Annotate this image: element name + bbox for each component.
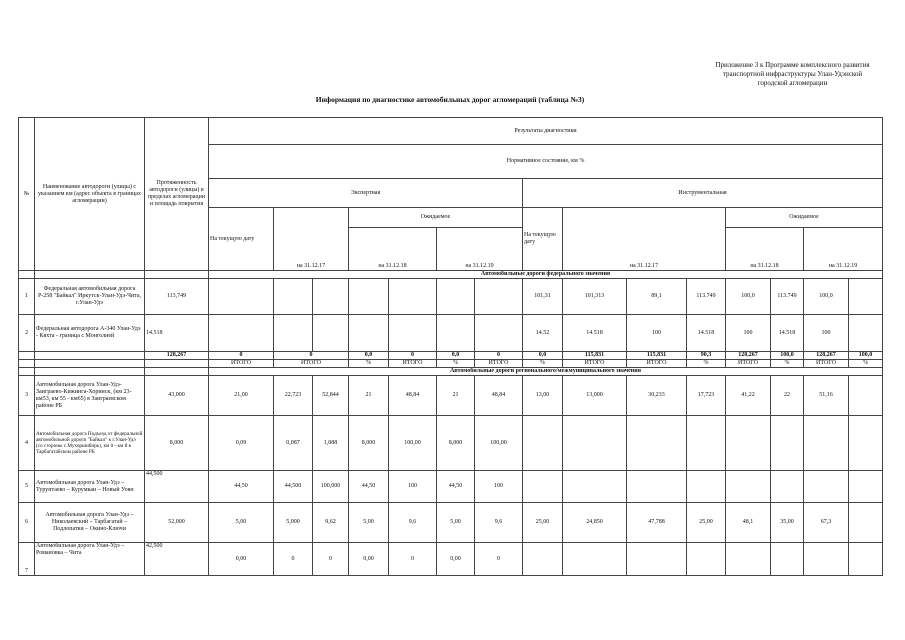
table-cell: 5,000 [274, 503, 313, 543]
table-cell [209, 279, 274, 315]
total-cell: 0,0 [523, 352, 563, 360]
label-cell: ИТОГО [209, 360, 274, 368]
label-cell: % [349, 360, 389, 368]
header-expert-date-2: на 31.12.18 [349, 228, 437, 271]
header-length: Протяженность автодороги (улицы) в пределах агломерации и площадь покрытия [145, 118, 209, 271]
appendix-note [690, 61, 895, 88]
appendix-line-3: городской агломерации [757, 79, 828, 87]
table-cell [313, 279, 349, 315]
table-cell: 47,788 [627, 503, 687, 543]
row-number: 4 [19, 416, 35, 471]
table-cell [523, 543, 563, 576]
label-cell: ИТОГО [389, 360, 437, 368]
row-length: 113,749 [145, 279, 209, 315]
table-cell [523, 471, 563, 503]
table-cell [804, 543, 849, 576]
table-cell: 9,6 [475, 503, 523, 543]
table-cell: 14.52 [523, 315, 563, 352]
table-cell: 100 [627, 315, 687, 352]
table-cell: 0 [313, 543, 349, 576]
row-number: 3 [19, 376, 35, 416]
table-cell [563, 471, 627, 503]
header-instr-date-2: на 31.12.18 [726, 228, 804, 271]
total-cell: 0 [209, 352, 274, 360]
table-cell: 0,00 [349, 543, 389, 576]
table-cell: 48,84 [475, 376, 523, 416]
table-cell [849, 315, 883, 352]
header-expert-current: На текущую дату [209, 208, 274, 271]
table-cell [804, 471, 849, 503]
table-cell: 0 [389, 543, 437, 576]
totals-row [19, 352, 883, 360]
header-instrumental: Инструментальная [523, 179, 883, 208]
header-instr-date-1: на 31.12.17 [563, 208, 726, 271]
table-cell: 44,500 [274, 471, 313, 503]
table-cell: 14.518 [687, 315, 726, 352]
table-cell: 100,000 [313, 471, 349, 503]
table-cell [389, 315, 437, 352]
table-cell: 113.749 [771, 279, 804, 315]
table-cell [475, 279, 523, 315]
table-cell [475, 315, 523, 352]
label-cell: % [437, 360, 475, 368]
table-cell: 0,00 [437, 543, 475, 576]
table-cell [726, 416, 771, 471]
table-cell: 8,000 [437, 416, 475, 471]
table-cell [627, 471, 687, 503]
table-cell [627, 416, 687, 471]
header-expert-date-1: на 31.12.17 [274, 208, 349, 271]
table-cell: 22,723 [274, 376, 313, 416]
table-cell: 5,00 [209, 503, 274, 543]
table-cell: 0,087 [274, 416, 313, 471]
table-cell: 100 [726, 315, 771, 352]
table-cell: 24,850 [563, 503, 627, 543]
table-cell: 100 [475, 471, 523, 503]
table-cell: 101,313 [563, 279, 627, 315]
header-expert-date-3: на 31.12.19 [437, 228, 523, 271]
table-cell [563, 416, 627, 471]
table-cell [849, 543, 883, 576]
table-cell [687, 471, 726, 503]
total-cell: 0,0 [349, 352, 389, 360]
row-road-name: Автомобильная дорога Улан-Удэ – Николаевский – Тарбагатай – Подлопатки – Окино-Ключи [35, 503, 145, 543]
header-instr-current: На текущую дату [523, 208, 563, 271]
table-cell: 5,00 [349, 503, 389, 543]
table-row [19, 416, 883, 471]
label-cell: % [687, 360, 726, 368]
total-cell: 0 [274, 352, 349, 360]
table-cell: 21 [437, 376, 475, 416]
total-cell: 128,267 [145, 352, 209, 360]
appendix-line-2: транспортной инфраструктуры Улан-Удэнской [722, 70, 863, 78]
table-cell: 52,844 [313, 376, 349, 416]
label-cell: ИТОГО [726, 360, 771, 368]
total-cell: 128,267 [726, 352, 771, 360]
table-cell [349, 279, 389, 315]
label-cell: ИТОГО [563, 360, 627, 368]
total-cell: 90,3 [687, 352, 726, 360]
row-length: 44,500 [145, 471, 209, 503]
total-cell: 100,0 [771, 352, 804, 360]
table-cell: 35,00 [771, 503, 804, 543]
table-cell [771, 543, 804, 576]
header-results: Результаты диагностики [209, 118, 883, 145]
table-cell [849, 503, 883, 543]
table-cell [437, 279, 475, 315]
row-number: 7 [19, 543, 35, 576]
row-length: 52,000 [145, 503, 209, 543]
table-cell [274, 279, 313, 315]
total-cell: 128,267 [804, 352, 849, 360]
table-cell: 44,50 [437, 471, 475, 503]
table-cell: 0,00 [209, 543, 274, 576]
table-cell [209, 315, 274, 352]
total-cell: 0 [475, 352, 523, 360]
table-cell: 100 [804, 315, 849, 352]
row-length: 8,000 [145, 416, 209, 471]
table-cell [349, 315, 389, 352]
table-row [19, 471, 883, 503]
table-row [19, 503, 883, 543]
row-number: 2 [19, 315, 35, 352]
table-cell: 17,723 [687, 376, 726, 416]
row-road-name: Автомобильная дорога Улан-Удэ – Турунтаево – Курумкан – Новый Уоян [35, 471, 145, 503]
table-row [19, 279, 883, 315]
row-number: 6 [19, 503, 35, 543]
table-cell: 8,000 [349, 416, 389, 471]
label-cell: ИТОГО [274, 360, 349, 368]
header-instr-expected: Ожидаемое [726, 208, 883, 228]
table-cell: 48,1 [726, 503, 771, 543]
row-length: 14.518 [145, 315, 209, 352]
table-cell [627, 543, 687, 576]
table-cell: 44,50 [209, 471, 274, 503]
row-number: 5 [19, 471, 35, 503]
total-cell: 115,831 [627, 352, 687, 360]
table-cell: 89,1 [627, 279, 687, 315]
row-road-name: Автомобильная дорога Улан-Удэ – Романовка – Чита [35, 543, 145, 576]
header-number: № [19, 118, 35, 271]
table-cell [389, 279, 437, 315]
table-cell: 25,00 [687, 503, 726, 543]
row-road-name: Федеральная автомобильная дорога Р-258 "Байкал" Иркутск-Улан-Удэ-Чита, г.Улан-Удэ [35, 279, 145, 315]
table-cell: 22 [771, 376, 804, 416]
header-instr-date-3: на 31.12.19 [804, 228, 883, 271]
table-cell: 100,0 [804, 279, 849, 315]
table-cell [687, 416, 726, 471]
label-cell: % [523, 360, 563, 368]
table-cell: 25,00 [523, 503, 563, 543]
header-expert: Экспертная [209, 179, 523, 208]
table-cell [687, 543, 726, 576]
row-road-name: Автомобильная дорога Подъезд от федеральной автомобильной дороги "Байкал" к г.Улан-Удэ (со стороны с.Мухоршибирь), км 0 - км 8 в Тарбагатайском районе РБ [35, 416, 145, 471]
table-cell: 67,3 [804, 503, 849, 543]
table-cell: 51,16 [804, 376, 849, 416]
table-cell: 13,00 [523, 376, 563, 416]
total-cell: 115,831 [563, 352, 627, 360]
labels-row [19, 360, 883, 368]
total-cell: 0,0 [437, 352, 475, 360]
table-cell [726, 543, 771, 576]
section-regional: Автомобильные дороги регионального/межмуниципального значения [209, 368, 883, 376]
row-length: 42,500 [145, 543, 209, 576]
table-cell: 1,088 [313, 416, 349, 471]
table-cell: 14.518 [563, 315, 627, 352]
table-cell [771, 416, 804, 471]
table-cell: 100,00 [389, 416, 437, 471]
table-cell: 9,6 [389, 503, 437, 543]
table-cell [804, 416, 849, 471]
appendix-line-1: Приложение 3 к Программе комплексного развития [715, 61, 870, 69]
table-cell: 0 [274, 543, 313, 576]
header-normative: Нормативное состояние, км % [209, 145, 883, 179]
table-cell: 21 [349, 376, 389, 416]
table-cell [849, 376, 883, 416]
label-cell: ИТОГО [804, 360, 849, 368]
table-cell: 5,00 [437, 503, 475, 543]
document-title: Информация по диагностике автомобильных дорог агломераций (таблица №3) [315, 95, 585, 104]
table-cell [726, 471, 771, 503]
table-cell [313, 315, 349, 352]
table-cell: 48,84 [389, 376, 437, 416]
total-cell: 0 [389, 352, 437, 360]
table-cell: 0,09 [209, 416, 274, 471]
table-cell [849, 279, 883, 315]
table-cell [849, 471, 883, 503]
header-road-name: Наименование автодороги (улицы) с указанием км (адрес объекта в границах агломерации) [35, 118, 145, 271]
table-cell: 113.749 [687, 279, 726, 315]
table-cell [274, 315, 313, 352]
table-cell: 100,0 [726, 279, 771, 315]
table-cell: 44,50 [349, 471, 389, 503]
table-cell [437, 315, 475, 352]
table-cell: 9,62 [313, 503, 349, 543]
table-cell [849, 416, 883, 471]
table-cell: 30,233 [627, 376, 687, 416]
row-length: 43,000 [145, 376, 209, 416]
table-row [19, 315, 883, 352]
table-cell: 13,000 [563, 376, 627, 416]
table-cell: 100,00 [475, 416, 523, 471]
table-cell: 14.518 [771, 315, 804, 352]
diagnostics-table [18, 117, 883, 576]
table-row [19, 376, 883, 416]
label-cell: % [849, 360, 883, 368]
table-cell [563, 543, 627, 576]
header-expert-expected: Ожидаемое [349, 208, 523, 228]
section-federal: Автомобильные дороги федерального значения [209, 271, 883, 279]
total-cell: 100,0 [849, 352, 883, 360]
table-cell: 21,00 [209, 376, 274, 416]
table-cell [523, 416, 563, 471]
table-cell: 41,22 [726, 376, 771, 416]
table-cell [771, 471, 804, 503]
row-road-name: Федеральная автодорога А-340 Улан-Удэ - Кяхта - граница с Монголией [35, 315, 145, 352]
table-cell: 101,31 [523, 279, 563, 315]
row-road-name: Автомобильная дорога Улан-Удэ-Заиграево-Кижинга-Хоринск, (км 23-км53, км 55 - км65) в Заиграевском районе РБ [35, 376, 145, 416]
table-cell: 100 [389, 471, 437, 503]
table-cell: 0 [475, 543, 523, 576]
row-number: 1 [19, 279, 35, 315]
label-cell: ИТОГО [627, 360, 687, 368]
table-row [19, 543, 883, 576]
label-cell: % [771, 360, 804, 368]
label-cell [145, 360, 209, 368]
label-cell: ИТОГО [475, 360, 523, 368]
